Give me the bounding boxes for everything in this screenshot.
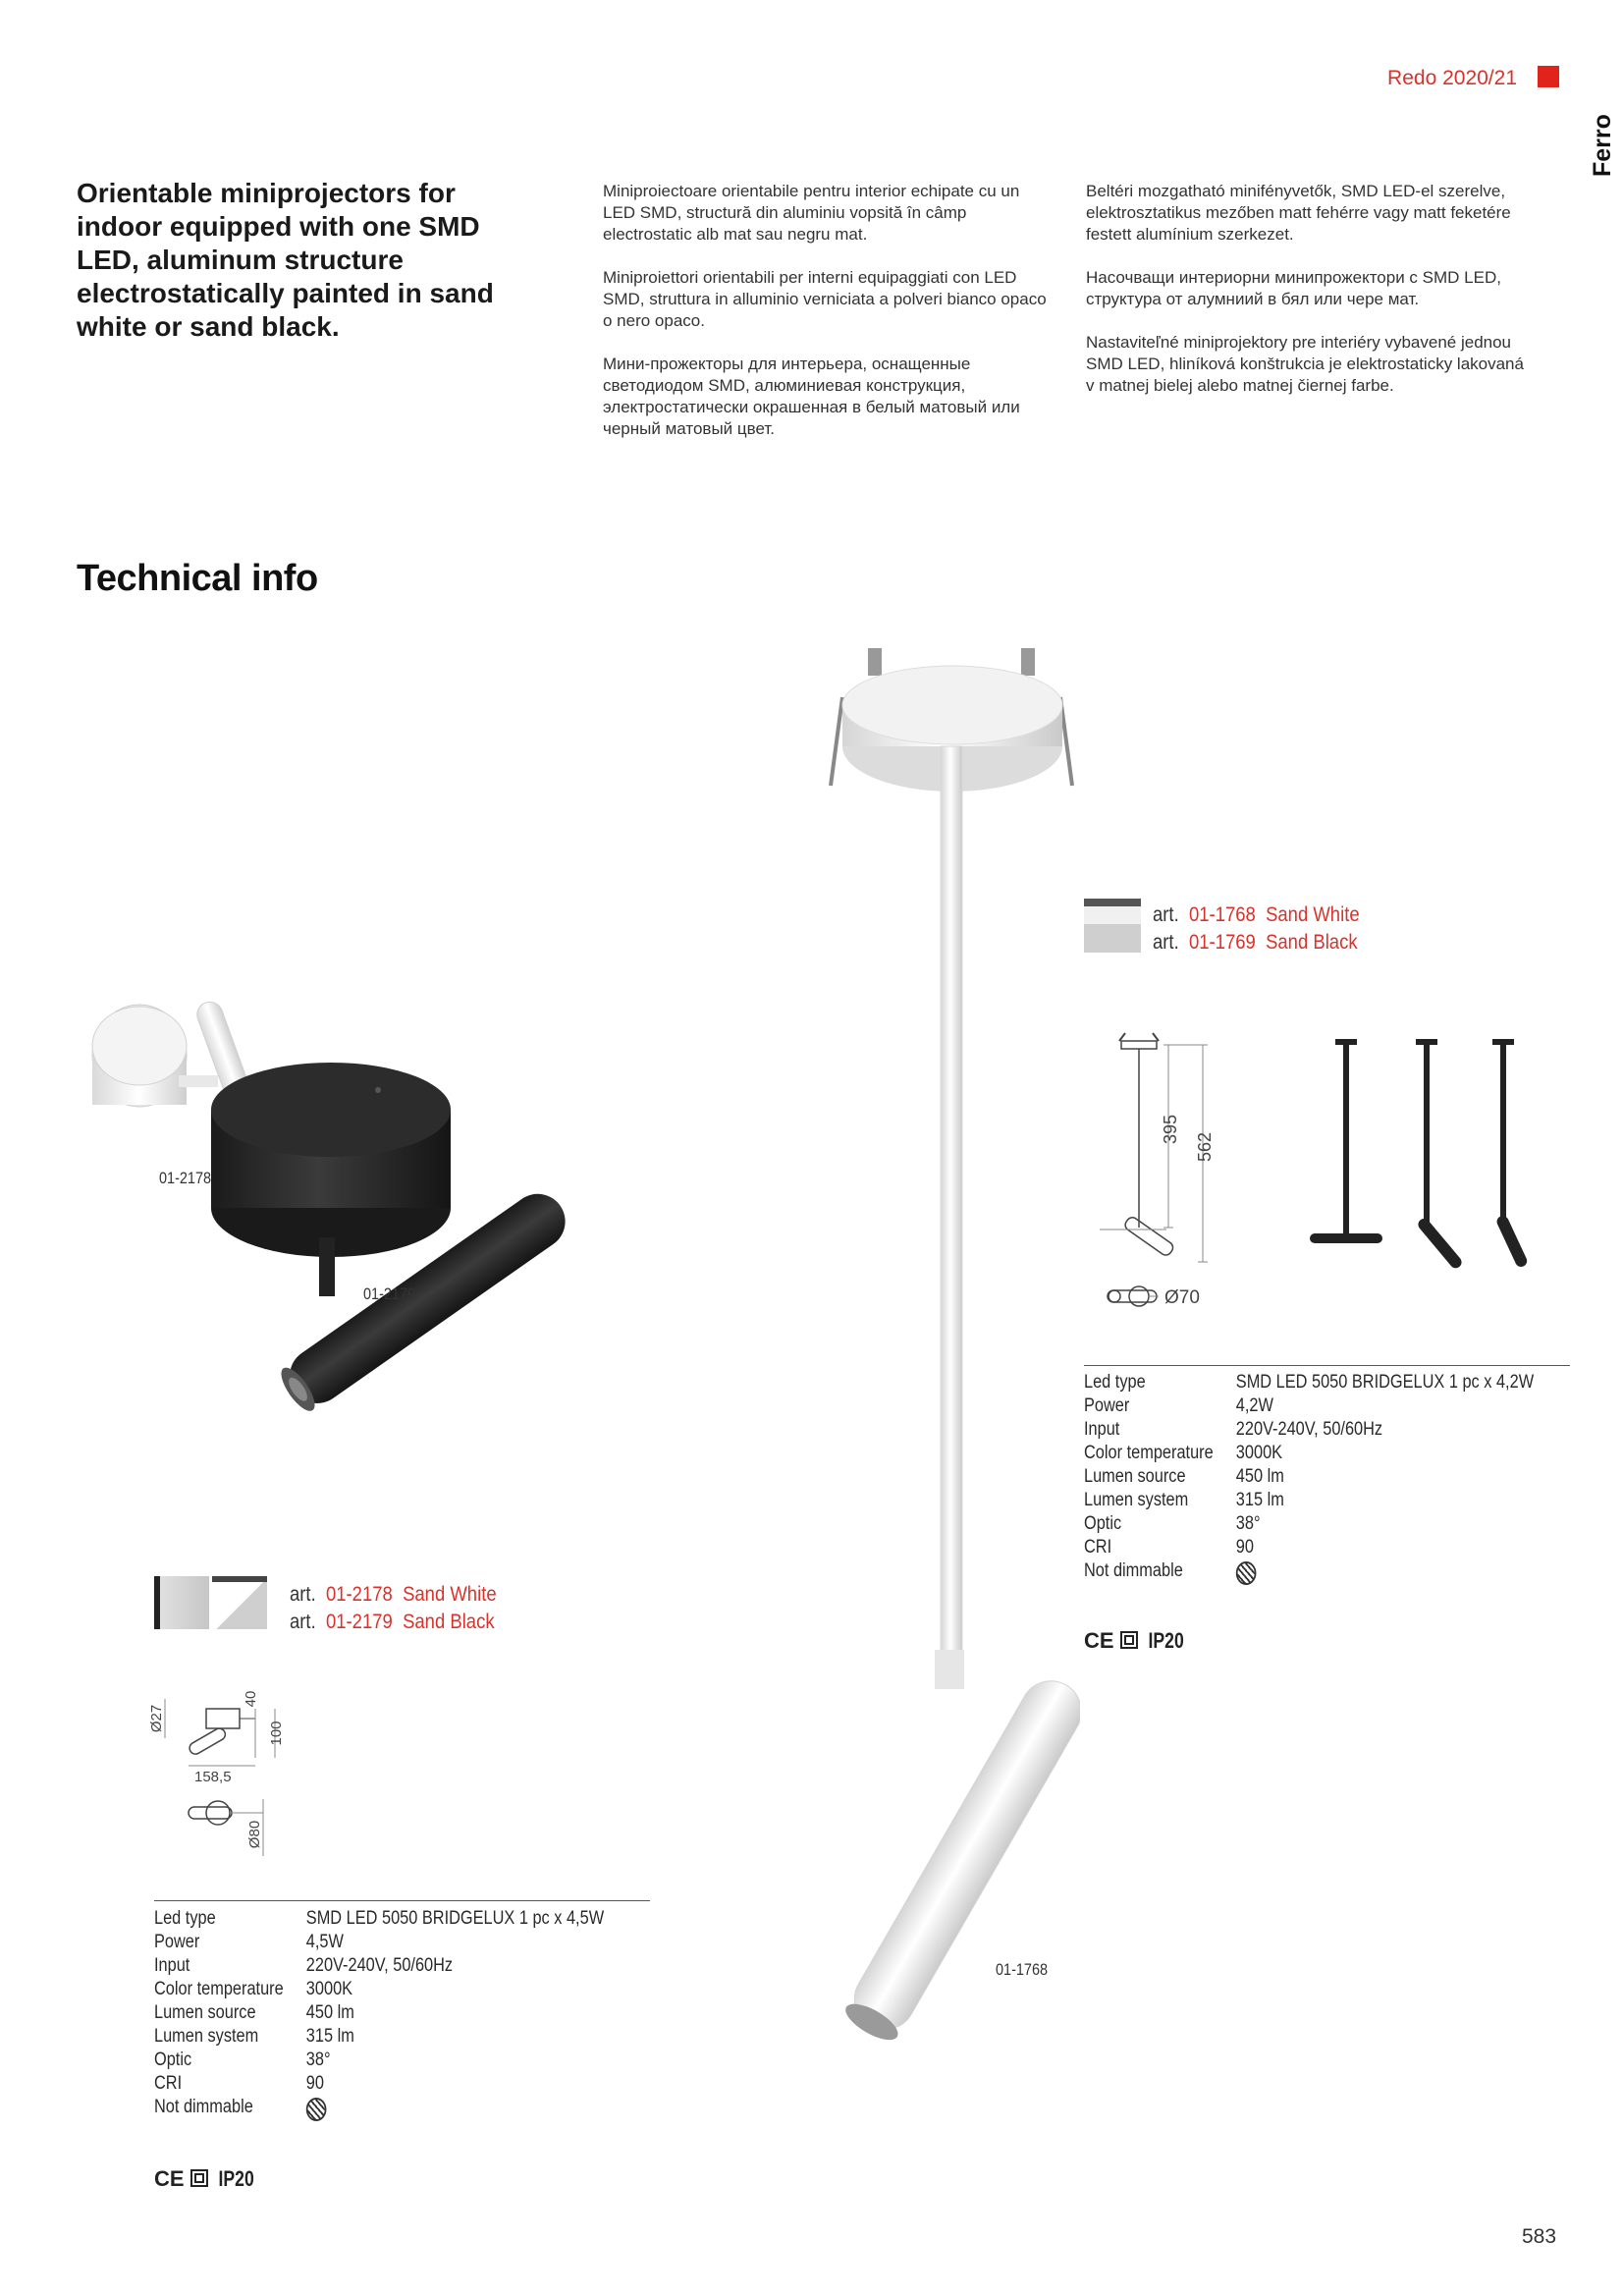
spec-row: [1084, 1394, 1534, 1418]
article-line: [1153, 902, 1360, 929]
intro-column-2: [603, 181, 1050, 462]
spec-key: CRI: [154, 2073, 183, 2094]
spec-table-01-2178: [154, 1907, 604, 2119]
spec-value: 4,2W: [1235, 1395, 1273, 1416]
ce-mark-icon: CE: [1084, 1628, 1114, 1653]
class-ii-icon: [190, 2169, 208, 2187]
spec-row: [1084, 1442, 1534, 1465]
dim-395: 395: [1161, 1114, 1180, 1145]
article-prefix: art.: [290, 1611, 316, 1633]
spec-key: Lumen source: [1084, 1466, 1186, 1487]
article-finish: Sand White: [1266, 903, 1360, 926]
article-code: 01-2178: [325, 1583, 393, 1606]
spec-row: [1084, 1512, 1534, 1536]
article-code: 01-1768: [1188, 903, 1256, 926]
intro-paragraph: Мини-прожекторы для интерьера, оснащенные светодиодом SMD, алюминиевая конструкция, электростатически окрашенная в белый матовый или черный матовый цвет.: [603, 355, 1020, 438]
article-code: 01-1769: [1188, 931, 1256, 954]
intro-column-3: [1086, 181, 1533, 418]
spec-row: [154, 2096, 604, 2119]
article-prefix: art.: [290, 1583, 316, 1606]
spec-row: [1084, 1489, 1534, 1512]
spec-value: 450 lm: [1235, 1466, 1284, 1487]
article-finish: Sand Black: [1266, 931, 1358, 954]
intro-paragraph: Beltéri mozgatható minifényvetők, SMD LED-el szerelve, elektrosztatikus mezőben matt fehérre vagy matt feketére festett alumínium szerkezet.: [1086, 182, 1511, 244]
spec-value: SMD LED 5050 BRIDGELUX 1 pc x 4,5W: [305, 1908, 605, 1929]
spec-value: 38°: [305, 2050, 331, 2070]
spec-value: 315 lm: [1235, 1490, 1284, 1510]
photo-caption-01-1768: 01-1768: [996, 1960, 1049, 1979]
dim-d27: Ø27: [148, 1704, 165, 1733]
spec-row: [154, 2072, 604, 2096]
spec-value: 450 lm: [305, 2002, 354, 2023]
intro-headline: Orientable miniprojectors for indoor equipped with one SMD LED, aluminum structure electrostatically painted in sand white or sand black.: [77, 178, 494, 342]
spec-value: 4,5W: [305, 1932, 344, 1952]
spec-value: 3000K: [305, 1979, 353, 1999]
article-finish: Sand Black: [403, 1611, 495, 1633]
dim-100: 100: [268, 1721, 285, 1746]
spec-value: 3000K: [1235, 1443, 1283, 1463]
dim-d70: Ø70: [1164, 1287, 1200, 1308]
certification-badges: [154, 2166, 258, 2192]
intro-paragraph: Miniproiectoare orientabile pentru interior echipate cu un LED SMD, structură din aluminiu vopsită în câmp electrostatic alb mat sau negru mat.: [603, 182, 1020, 244]
brand-square-icon: [1538, 66, 1559, 87]
spec-row: [1084, 1371, 1534, 1394]
article-line: [290, 1609, 495, 1636]
spec-value: 38°: [1235, 1513, 1261, 1534]
spec-row: [154, 2025, 604, 2049]
spec-key: Input: [154, 1955, 190, 1976]
spec-key: Power: [1084, 1395, 1130, 1416]
spec-row: [1084, 1465, 1534, 1489]
ip-rating: IP20: [218, 2166, 254, 2191]
dim-562: 562: [1195, 1131, 1215, 1163]
spec-row: [154, 1907, 604, 1931]
class-ii-icon: [1120, 1631, 1138, 1649]
intro-paragraph: Miniproiettori orientabili per interni equipaggiati con LED SMD, struttura in alluminio verniciata a polveri bianco opaco o nero opaco.: [603, 268, 1047, 330]
spec-value: 90: [305, 2073, 324, 2094]
spec-table-01-1768: [1084, 1371, 1534, 1583]
spec-key: Not dimmable: [154, 2097, 253, 2117]
article-prefix: art.: [1153, 903, 1179, 926]
product-variants-01-1769: [1296, 1031, 1542, 1277]
spec-key: Power: [154, 1932, 200, 1952]
spec-key: Not dimmable: [1084, 1560, 1183, 1581]
not-dimmable-icon: [306, 2098, 327, 2121]
intro-paragraph: Nastaviteľné miniprojektory pre interiéry vybavené jednou SMD LED, hliníková konštrukcia je elektrostaticky lakovaná v matnej bielej alebo matnej čiernej farbe.: [1086, 333, 1524, 395]
article-code: 01-2179: [325, 1611, 393, 1633]
dim-d80: Ø80: [246, 1820, 263, 1849]
spec-key: Led type: [1084, 1372, 1146, 1393]
spec-key: CRI: [1084, 1537, 1112, 1558]
spec-divider: [154, 1900, 650, 1901]
spec-value: 220V-240V, 50/60Hz: [305, 1955, 454, 1976]
color-swatch-icon: [1084, 899, 1141, 953]
spec-value: SMD LED 5050 BRIDGELUX 1 pc x 4,2W: [1235, 1372, 1535, 1393]
spec-key: Color temperature: [154, 1979, 284, 1999]
spec-key: Input: [1084, 1419, 1120, 1440]
spec-key: Color temperature: [1084, 1443, 1214, 1463]
spec-row: [154, 2049, 604, 2072]
spec-value: 90: [1235, 1537, 1254, 1558]
spec-key: Optic: [154, 2050, 192, 2070]
color-swatch-icon: [154, 1576, 209, 1629]
section-tab-label: Ferro: [1589, 114, 1616, 177]
product-photo-01-1768: [825, 648, 1080, 2160]
spec-value: 220V-240V, 50/60Hz: [1235, 1419, 1383, 1440]
brand-label: Redo 2020/21: [1387, 67, 1517, 89]
dimension-drawing-01-2178: [147, 1679, 304, 1856]
spec-row: [154, 1978, 604, 2001]
color-swatch-icon: [212, 1576, 267, 1629]
spec-row: [1084, 1418, 1534, 1442]
spec-value: 315 lm: [305, 2026, 354, 2047]
spec-key: Optic: [1084, 1513, 1122, 1534]
spec-row: [154, 2001, 604, 2025]
spec-row: [154, 1954, 604, 1978]
article-line: [1153, 929, 1358, 957]
article-line: [290, 1581, 497, 1609]
spec-row: [1084, 1559, 1534, 1583]
spec-key: Lumen source: [154, 2002, 256, 2023]
page-number: 583: [1522, 2225, 1557, 2248]
spec-row: [154, 1931, 604, 1954]
spec-row: [1084, 1536, 1534, 1559]
dim-158-5: 158,5: [194, 1769, 232, 1785]
spec-key: Lumen system: [154, 2026, 259, 2047]
spec-key: Led type: [154, 1908, 216, 1929]
photo-caption-01-2178: 01-2178: [159, 1169, 212, 1187]
technical-info-title: Technical info: [77, 558, 318, 599]
product-photo-01-2179: [191, 1061, 643, 1512]
dim-40: 40: [243, 1690, 259, 1708]
article-finish: Sand White: [403, 1583, 497, 1606]
spec-key: Lumen system: [1084, 1490, 1189, 1510]
article-prefix: art.: [1153, 931, 1179, 954]
ce-mark-icon: CE: [154, 2166, 185, 2191]
dimension-drawing-01-1768: [1080, 1031, 1237, 1326]
certification-badges: [1084, 1628, 1188, 1654]
ip-rating: IP20: [1148, 1628, 1184, 1653]
intro-paragraph: Насочващи интериорни минипрожектори с SMD LED, структура от алумниий в бял или чере мат.: [1086, 268, 1501, 308]
spec-divider: [1084, 1365, 1570, 1366]
section-tab: [1589, 114, 1617, 177]
not-dimmable-icon: [1236, 1561, 1257, 1585]
photo-caption-01-2179: 01-2179: [363, 1285, 416, 1303]
